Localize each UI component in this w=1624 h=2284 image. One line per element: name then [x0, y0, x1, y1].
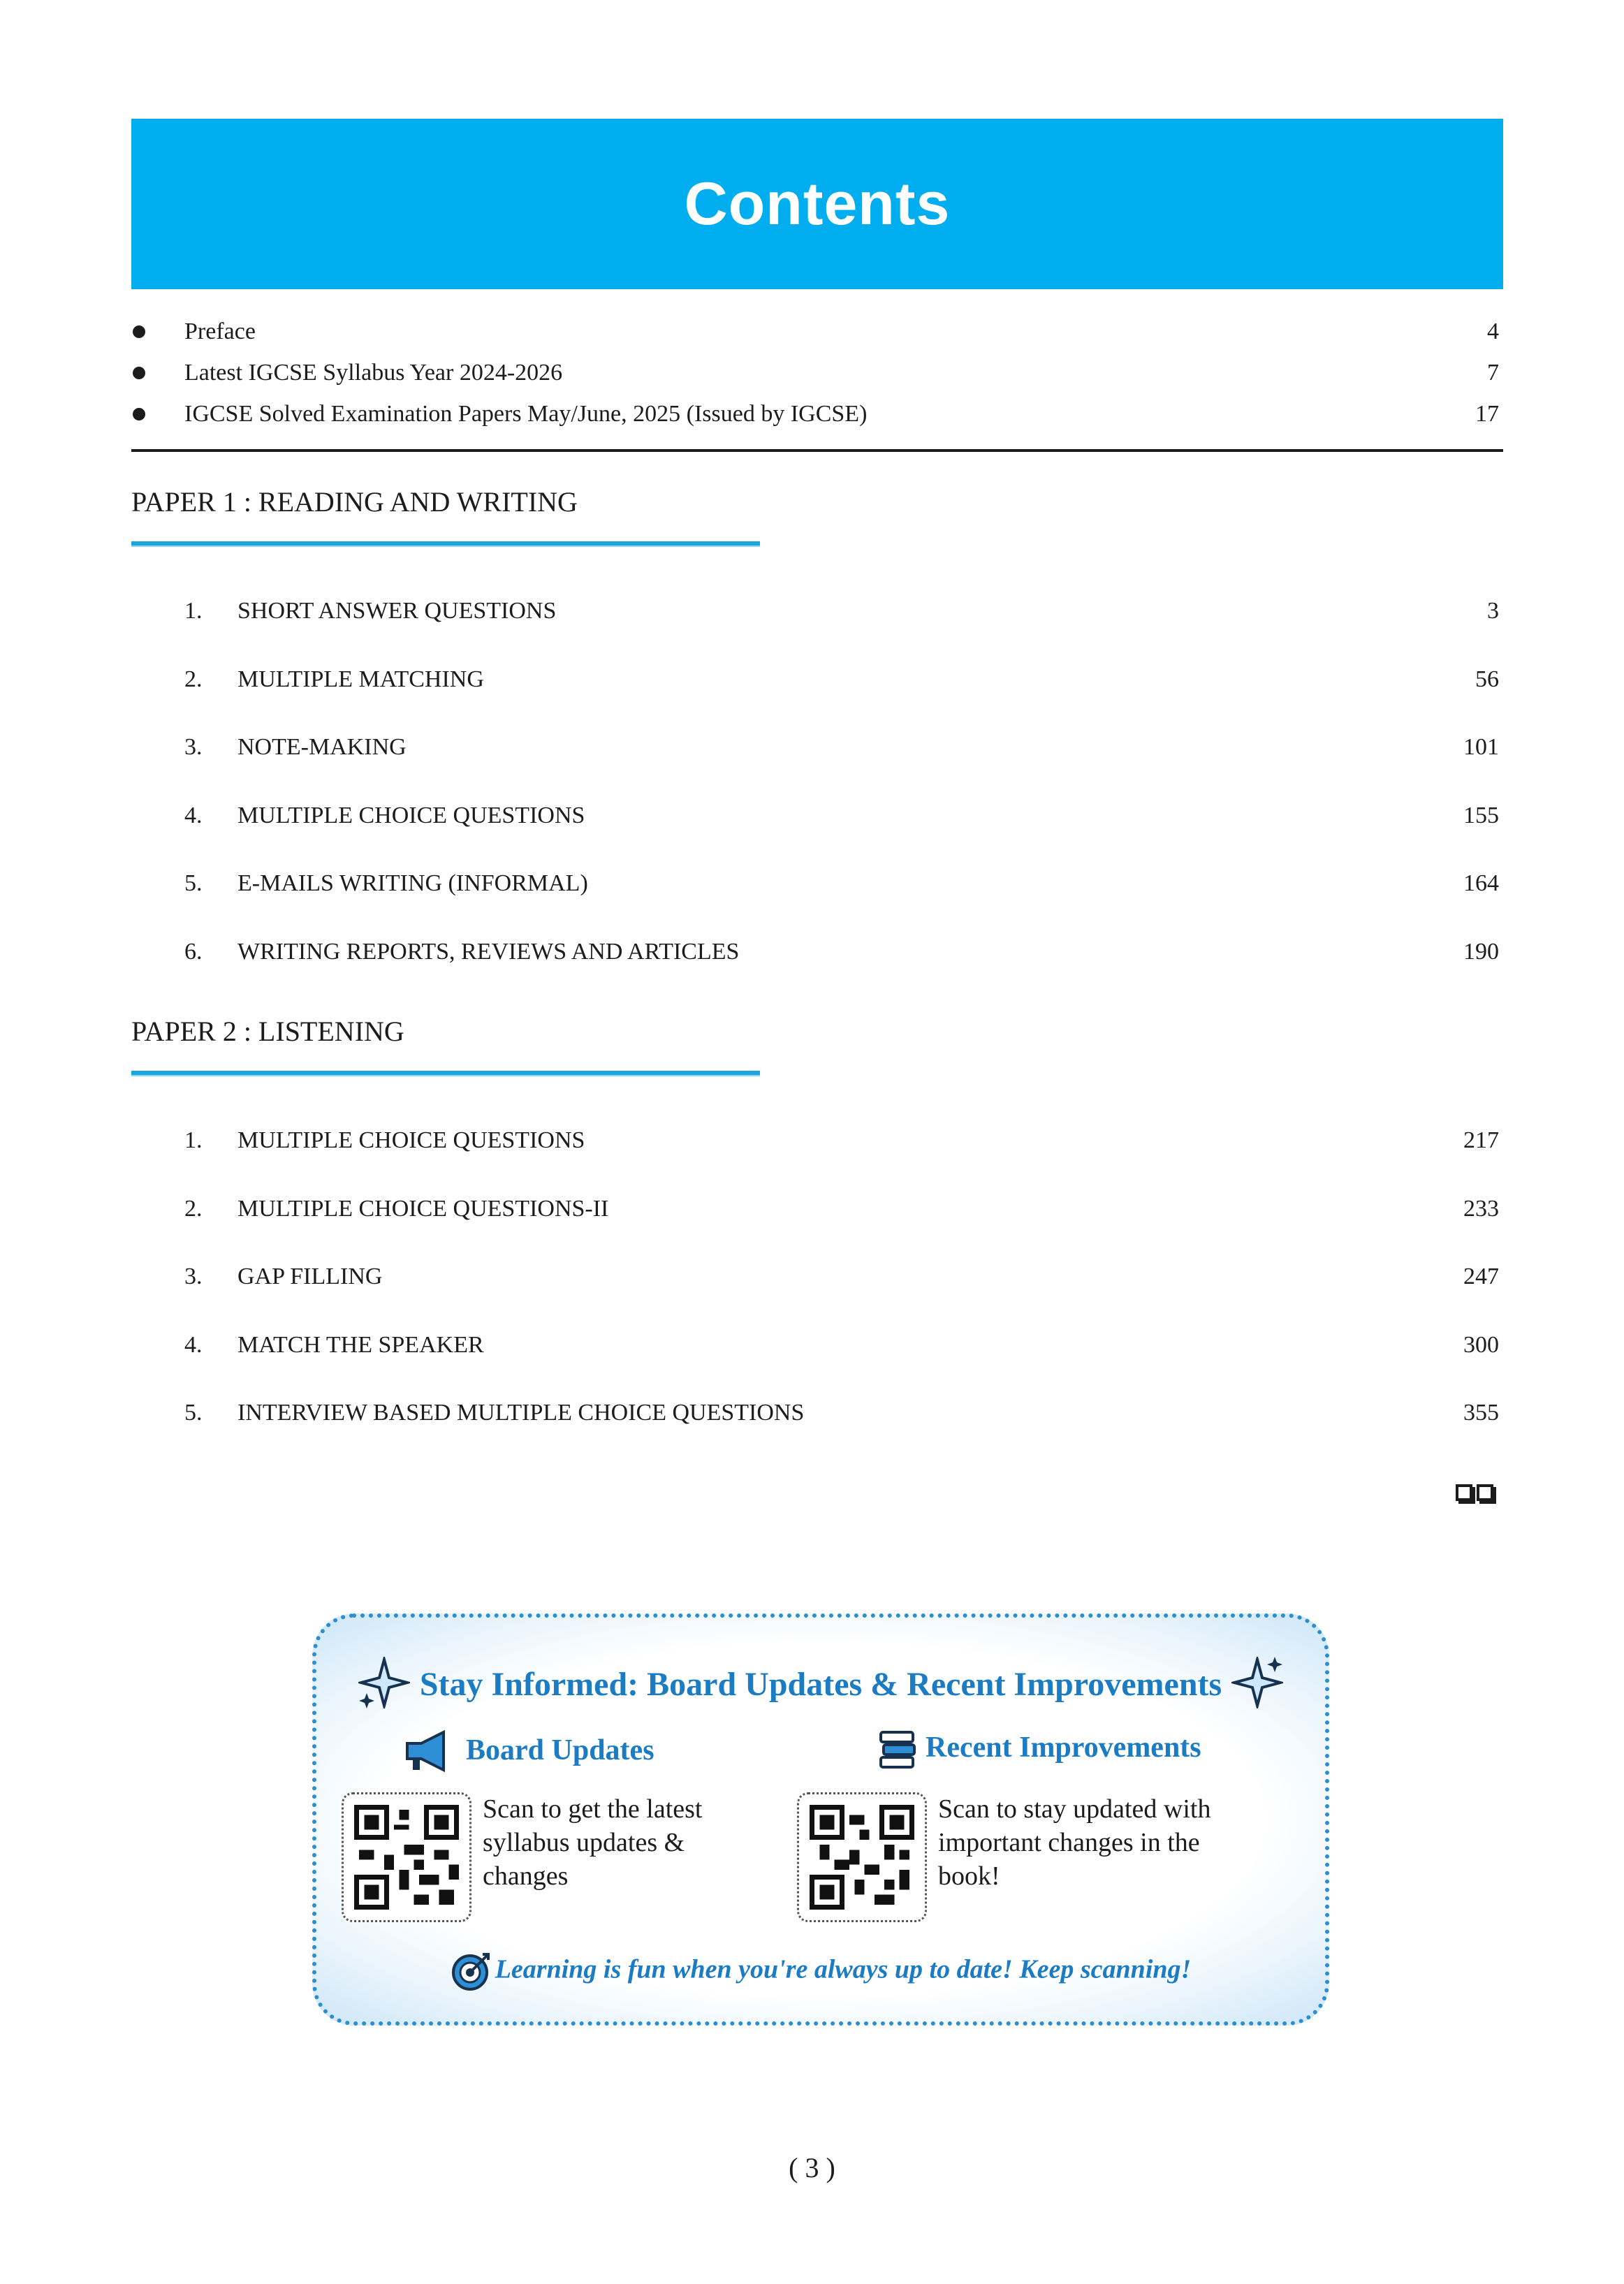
bullet-icon: [133, 408, 145, 420]
toc-row[interactable]: [131, 659, 1503, 727]
item-page: 56: [1475, 666, 1499, 692]
board-updates-text: Scan to get the latest syllabus updates & changes: [483, 1794, 703, 1891]
item-title: INTERVIEW BASED MULTIPLE CHOICE QUESTIONS: [237, 1400, 805, 1426]
item-page: 155: [1463, 802, 1499, 828]
item-page: 164: [1463, 870, 1499, 896]
front-matter-item[interactable]: [131, 311, 1503, 352]
bullet-icon: [133, 367, 145, 379]
info-box-footer: [316, 1952, 1325, 1992]
info-box: [312, 1613, 1329, 2026]
item-title: Latest IGCSE Syllabus Year 2024-2026: [184, 360, 563, 386]
item-number: 2.: [184, 666, 203, 692]
item-page: 355: [1463, 1400, 1499, 1426]
contents-banner: [131, 119, 1503, 289]
target-icon: [451, 1952, 491, 1992]
item-number: 2.: [184, 1195, 203, 1222]
item-page: 190: [1463, 938, 1499, 965]
toc-row[interactable]: [131, 1120, 1503, 1188]
board-updates-qr-code[interactable]: [342, 1792, 471, 1922]
item-page: 247: [1463, 1264, 1499, 1289]
front-matter-item[interactable]: [131, 393, 1503, 434]
info-box-title: Stay Informed: Board Updates & Recent Improvements: [419, 1666, 1222, 1703]
paper1-list: [131, 590, 1503, 999]
toc-row[interactable]: [131, 1256, 1503, 1324]
item-number: 3.: [184, 1264, 203, 1289]
front-matter-item[interactable]: [131, 352, 1503, 393]
recent-improvements-qr-code[interactable]: [797, 1792, 927, 1922]
info-box-footer-text: Learning is fun when you're always up to date! Keep scanning!: [495, 1954, 1192, 1984]
item-number: 1.: [184, 598, 203, 624]
item-page: 101: [1463, 734, 1499, 760]
item-number: 4.: [184, 1331, 203, 1358]
item-page: 3: [1487, 598, 1499, 624]
megaphone-icon: [403, 1729, 453, 1773]
book-stack-icon: [878, 1729, 917, 1770]
item-page: 300: [1463, 1331, 1499, 1358]
item-title: MULTIPLE MATCHING: [237, 666, 484, 692]
item-number: 5.: [184, 870, 203, 896]
end-mark-icon: [1456, 1484, 1493, 1501]
item-title: GAP FILLING: [237, 1264, 383, 1289]
page-number: ( 3 ): [789, 2152, 835, 2183]
recent-improvements-text: Scan to stay updated with important changes in the book!: [938, 1794, 1211, 1891]
item-page: 4: [1487, 319, 1499, 344]
item-page: 17: [1475, 401, 1499, 427]
toc-row[interactable]: [131, 1188, 1503, 1257]
item-number: 6.: [184, 938, 203, 965]
board-updates-heading: Board Updates: [466, 1734, 654, 1766]
paper1-heading: PAPER 1 : READING AND WRITING: [131, 486, 578, 518]
item-title: MULTIPLE CHOICE QUESTIONS-II: [237, 1195, 609, 1222]
paper2-heading: PAPER 2 : LISTENING: [131, 1016, 404, 1047]
item-title: WRITING REPORTS, REVIEWS AND ARTICLES: [237, 938, 740, 965]
item-number: 1.: [184, 1127, 203, 1153]
sparkle-icon: [1231, 1657, 1283, 1708]
toc-row[interactable]: [131, 1392, 1503, 1461]
item-title: MATCH THE SPEAKER: [237, 1331, 484, 1358]
item-number: 3.: [184, 734, 203, 760]
item-title: Preface: [184, 319, 256, 344]
toc-row[interactable]: [131, 726, 1503, 795]
item-title: NOTE-MAKING: [237, 734, 407, 760]
item-title: IGCSE Solved Examination Papers May/June, 2025 (Issued by IGCSE): [184, 401, 868, 427]
toc-row[interactable]: [131, 590, 1503, 659]
paper1-underline: [131, 541, 760, 547]
paper2-underline: [131, 1071, 760, 1076]
toc-row[interactable]: [131, 795, 1503, 863]
item-page: 217: [1463, 1127, 1499, 1153]
paper2-list: [131, 1120, 1503, 1461]
recent-improvements-heading: Recent Improvements: [926, 1732, 1201, 1764]
item-number: 5.: [184, 1400, 203, 1426]
toc-row[interactable]: [131, 863, 1503, 931]
page-title: Contents: [684, 170, 951, 237]
divider: [131, 449, 1503, 452]
toc-row[interactable]: [131, 1324, 1503, 1393]
bullet-icon: [133, 325, 145, 338]
item-number: 4.: [184, 802, 203, 828]
item-title: SHORT ANSWER QUESTIONS: [237, 598, 557, 624]
front-matter-list: [131, 311, 1503, 434]
item-title: E-MAILS WRITING (INFORMAL): [237, 870, 588, 896]
item-page: 7: [1487, 360, 1499, 386]
toc-row[interactable]: [131, 931, 1503, 1000]
item-title: MULTIPLE CHOICE QUESTIONS: [237, 802, 585, 828]
item-page: 233: [1463, 1195, 1499, 1222]
item-title: MULTIPLE CHOICE QUESTIONS: [237, 1127, 585, 1153]
